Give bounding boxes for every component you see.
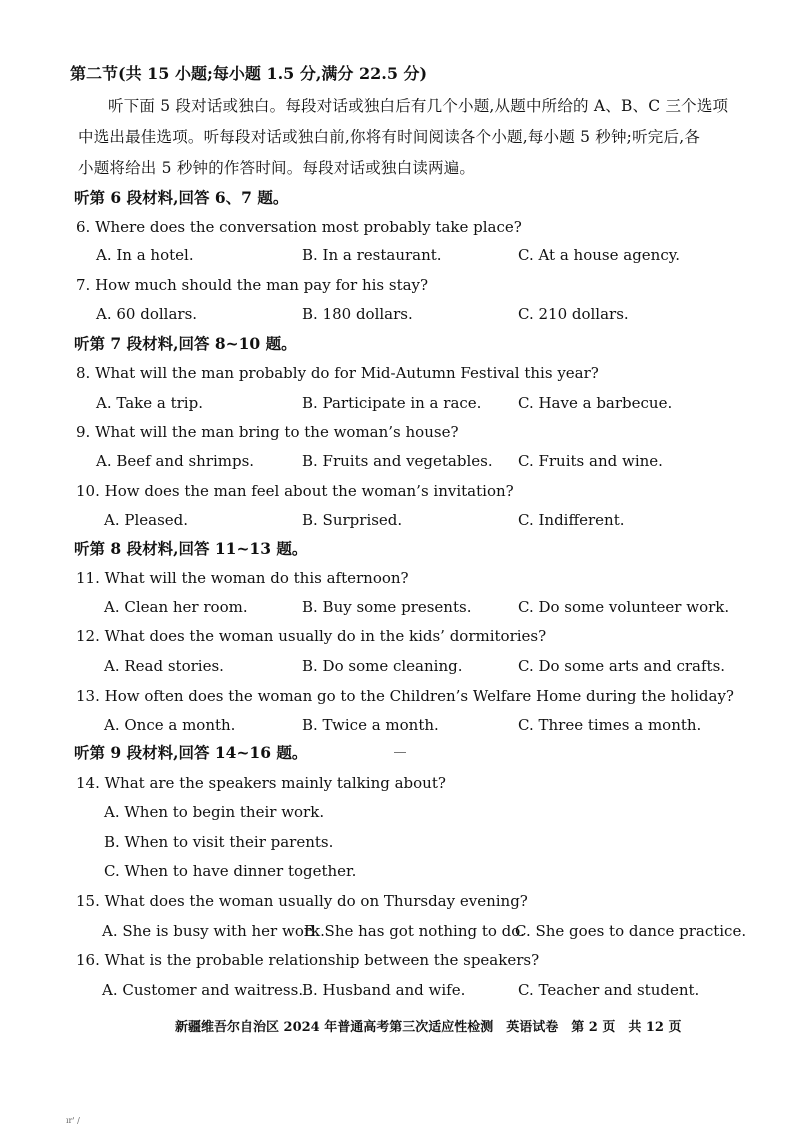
question-7-option-b: B. 180 dollars. xyxy=(302,305,413,323)
question-8-option-a: A. Take a trip. xyxy=(96,394,203,412)
question-9-option-a: A. Beef and shrimps. xyxy=(96,452,255,470)
question-11-option-b: B. Buy some presents. xyxy=(302,598,472,616)
material-9-heading: 听第 9 段材料,回答 14~16 题。 xyxy=(74,743,308,762)
question-9: 9. What will the man bring to the woman’s house? xyxy=(76,423,459,441)
question-15-option-b: B. She has got nothing to do. xyxy=(304,922,525,940)
question-14-option-b: B. When to visit their parents. xyxy=(104,833,334,851)
question-10: 10. How does the man feel about the woman’s invitation? xyxy=(76,482,514,500)
question-14-option-c: C. When to have dinner together. xyxy=(104,862,357,880)
question-7-option-c: C. 210 dollars. xyxy=(518,305,629,323)
question-16-option-a: A. Customer and waitress. xyxy=(102,981,304,999)
question-8-option-b: B. Participate in a race. xyxy=(302,394,482,412)
page-footer: 新疆维吾尔自治区 2024 年普通高考第三次适应性检测 英语试卷 第 2 页 共 12 页 xyxy=(175,1020,682,1035)
question-6-option-c: C. At a house agency. xyxy=(518,246,680,264)
question-11-option-a: A. Clean her room. xyxy=(104,598,248,616)
question-12-option-c: C. Do some arts and crafts. xyxy=(518,657,726,675)
question-14: 14. What are the speakers mainly talking about? xyxy=(76,774,446,792)
question-15-option-c: C. She goes to dance practice. xyxy=(515,922,747,940)
question-13: 13. How often does the woman go to the Children’s Welfare Home during the holiday? xyxy=(76,687,734,705)
question-12-option-a: A. Read stories. xyxy=(104,657,224,675)
corner-mark: ır' / xyxy=(66,1116,80,1125)
question-13-option-c: C. Three times a month. xyxy=(518,716,702,734)
question-8: 8. What will the man probably do for Mid-Autumn Festival this year? xyxy=(76,364,599,382)
question-14-option-a: A. When to begin their work. xyxy=(104,803,325,821)
question-16: 16. What is the probable relationship between the speakers? xyxy=(76,951,540,969)
intro-line-3: 小题将给出 5 秒钟的作答时间。每段对话或独白读两遍。 xyxy=(78,159,476,177)
question-11-option-c: C. Do some volunteer work. xyxy=(518,598,730,616)
question-16-option-c: C. Teacher and student. xyxy=(518,981,700,999)
question-10-option-b: B. Surprised. xyxy=(302,511,403,529)
section-title: 第二节(共 15 小题;每小题 1.5 分,满分 22.5 分) xyxy=(70,64,428,83)
question-9-option-c: C. Fruits and wine. xyxy=(518,452,663,470)
question-10-option-a: A. Pleased. xyxy=(104,511,189,529)
question-12-option-b: B. Do some cleaning. xyxy=(302,657,463,675)
question-9-option-b: B. Fruits and vegetables. xyxy=(302,452,493,470)
question-7: 7. How much should the man pay for his stay? xyxy=(76,276,429,294)
intro-line-1: 听下面 5 段对话或独白。每段对话或独白后有几个小题,从题中所给的 A、B、C 三个选项 xyxy=(108,97,729,115)
question-12: 12. What does the woman usually do in the kids’ dormitories? xyxy=(76,627,547,645)
question-16-option-b: B. Husband and wife. xyxy=(302,981,466,999)
question-10-option-c: C. Indifferent. xyxy=(518,511,625,529)
question-15-option-a: A. She is busy with her work. xyxy=(102,922,325,940)
material-7-heading: 听第 7 段材料,回答 8~10 题。 xyxy=(74,334,297,353)
question-6-option-a: A. In a hotel. xyxy=(96,246,194,264)
intro-line-2: 中选出最佳选项。听每段对话或独白前,你将有时间阅读各个小题,每小题 5 秒钟;听完后,各 xyxy=(78,128,701,146)
question-6: 6. Where does the conversation most probably take place? xyxy=(76,218,522,236)
question-15: 15. What does the woman usually do on Thursday evening? xyxy=(76,892,528,910)
question-13-option-a: A. Once a month. xyxy=(104,716,236,734)
question-6-option-b: B. In a restaurant. xyxy=(302,246,442,264)
question-11: 11. What will the woman do this afternoon? xyxy=(76,569,409,587)
question-13-option-b: B. Twice a month. xyxy=(302,716,439,734)
question-7-option-a: A. 60 dollars. xyxy=(96,305,198,323)
material-8-heading: 听第 8 段材料,回答 11~13 题。 xyxy=(74,539,308,558)
stray-dash xyxy=(394,752,406,753)
question-8-option-c: C. Have a barbecue. xyxy=(518,394,673,412)
material-6-heading: 听第 6 段材料,回答 6、7 题。 xyxy=(74,188,289,207)
